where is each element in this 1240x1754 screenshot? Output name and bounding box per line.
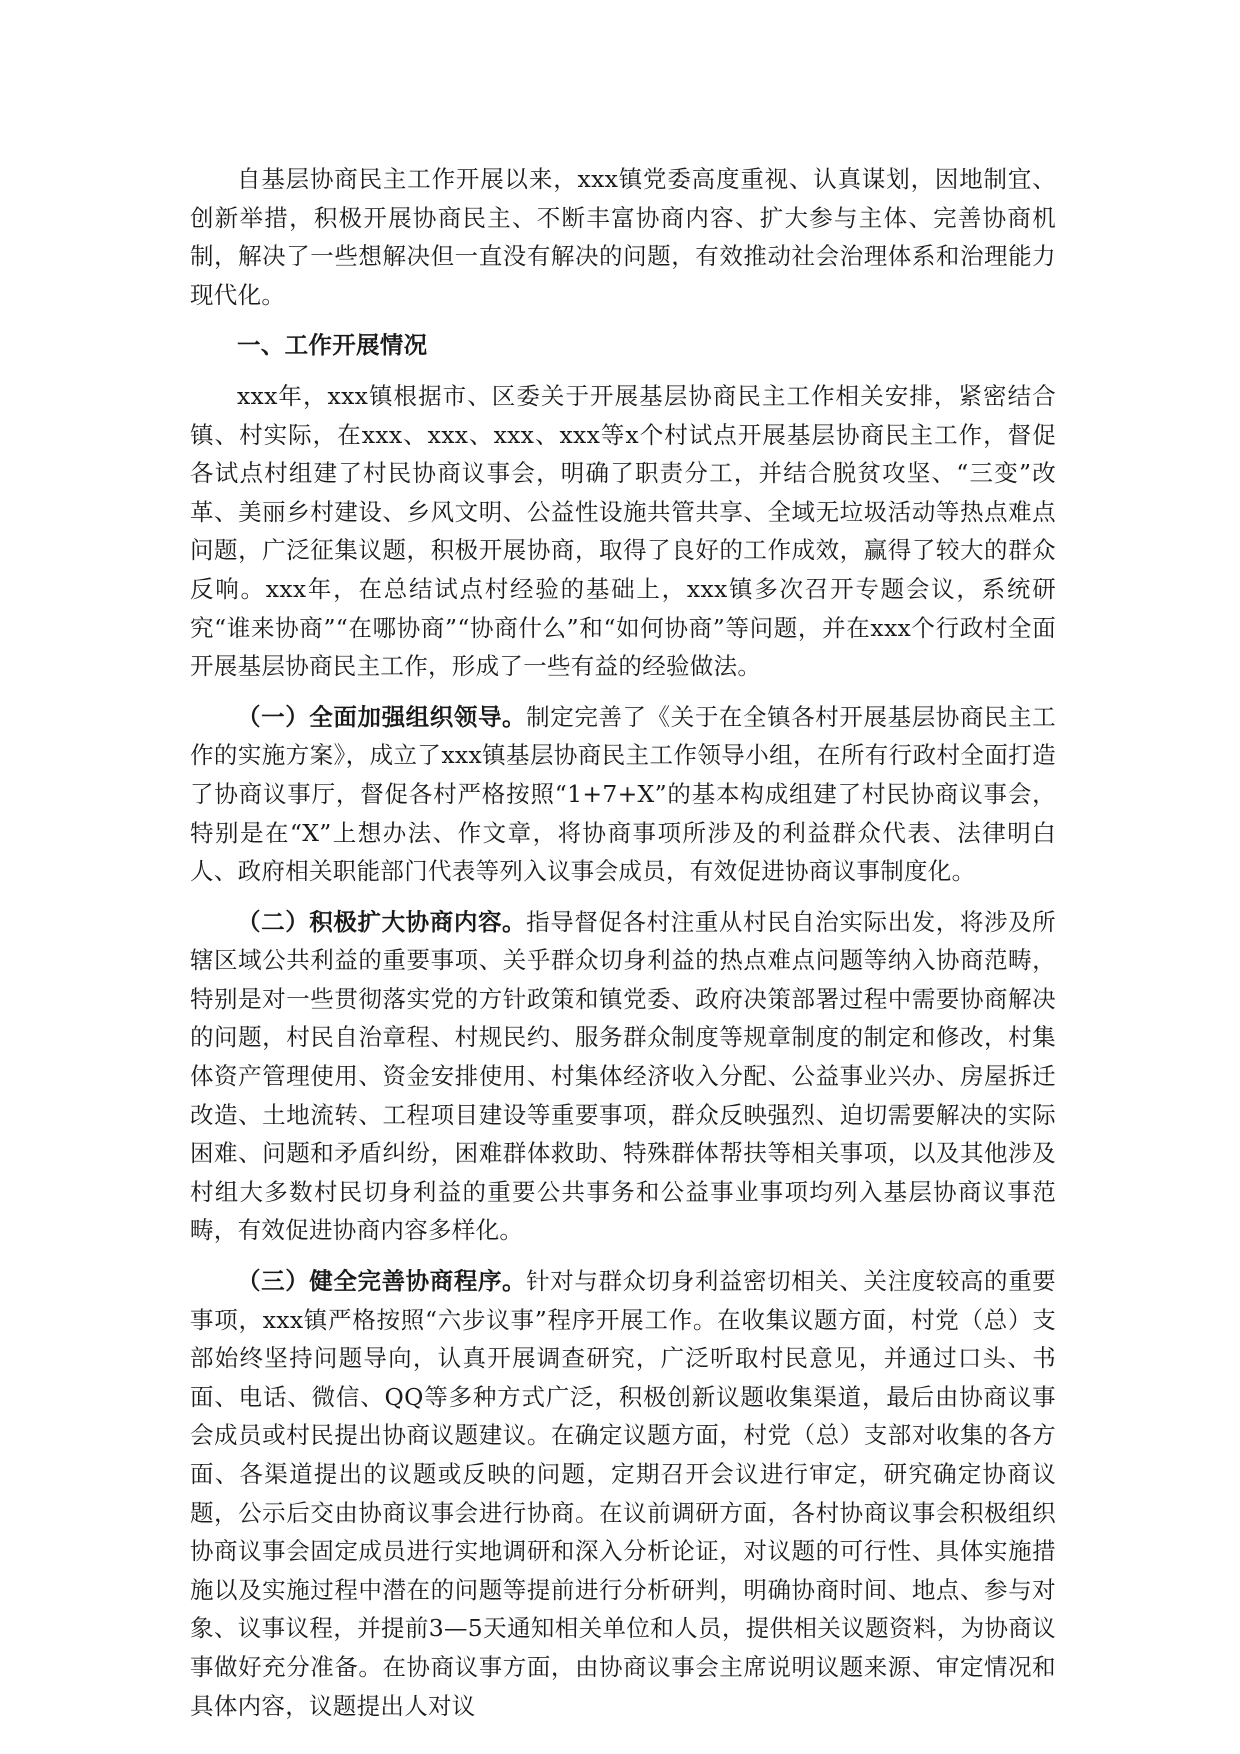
intro-paragraph: 自基层协商民主工作开展以来，xxx镇党委高度重视、认真谋划，因地制宜、创新举措，积极开展协商民主、不断丰富协商内容、扩大参与主体、完善协商机制，解决了一些想解决但一直没有解决的问题，有效推动社会治理体系和治理能力现代化。 bbox=[190, 165, 1056, 309]
item1-body: 制定完善了《关于在全镇各村开展基层协商民主工作的实施方案》，成立了xxx镇基层协商民主工作领导小组，在所有行政村全面打造了协商议事厅，督促各村严格按照“1+7+X”的基本构成组建了村民协商议事会，特别是在“X”上想办法、作文章，将协商事项所涉及的利益群众代表、法律明白人、政府相关职能部门代表等列入议事会成员，有效促进协商议事制度化。 bbox=[190, 702, 1056, 886]
item3-lead: （三）健全完善协商程序。 bbox=[237, 1267, 527, 1296]
item1-paragraph bbox=[190, 698, 1056, 891]
item3-body: 针对与群众切身利益密切相关、关注度较高的重要事项，xxx镇严格按照“六步议事”程序开展工作。在收集议题方面，村党（总）支部始终坚持问题导向，认真开展调查研究，广泛听取村民意见，并通过口头、书面、电话、微信、QQ等多种方式广泛，积极创新议题收集渠道，最后由协商议事会成员或村民提出协商议题建议。在确定议题方面，村党（总）支部对收集的各方面、各渠道提出的议题或反映的问题，定期召开会议进行审定，研究确定协商议题，公示后交由协商议事会进行协商。在议前调研方面，各村协商议事会积极组织协商议事会固定成员进行实地调研和深入分析论证，对议题的可行性、具体实施措施以及实施过程中潜在的问题等提前进行分析研判，明确协商时间、地点、参与对象、议事议程，并提前3—5天通知相关单位和人员，提供相关议题资料，为协商议事做好充分准备。在协商议事方面，由协商议事会主席说明议题来源、审定情况和具体内容，议题提出人对议 bbox=[190, 1267, 1056, 1720]
item3-paragraph bbox=[190, 1262, 1056, 1725]
document-page bbox=[190, 160, 1056, 1737]
section-heading-work-status: 一、工作开展情况 bbox=[237, 331, 428, 360]
item2-lead: （二）积极扩大协商内容。 bbox=[237, 907, 527, 936]
item2-body: 指导督促各村注重从村民自治实际出发，将涉及所辖区域公共利益的重要事项、关乎群众切身利益的热点难点问题等纳入协商范畴，特别是对一些贯彻落实党的方针政策和镇党委、政府决策部署过程中需要协商解决的问题，村民自治章程、村规民约、服务群众制度等规章制度的制定和修改，村集体资产管理使用、资金安排使用、村集体经济收入分配、公益事业兴办、房屋拆迁改造、土地流转、工程项目建设等重要事项，群众反映强烈、迫切需要解决的实际困难、问题和矛盾纠纷，困难群体救助、特殊群体帮扶等相关事项，以及其他涉及村组大多数村民切身利益的重要公共事务和公益事业事项均列入基层协商议事范畴，有效促进协商内容多样化。 bbox=[190, 907, 1056, 1245]
section1-paragraph: xxx年，xxx镇根据市、区委关于开展基层协商民主工作相关安排，紧密结合镇、村实际，在xxx、xxx、xxx、xxx等x个村试点开展基层协商民主工作，督促各试点村组建了村民协商议事会，明确了职责分工，并结合脱贫攻坚、“三变”改革、美丽乡村建设、乡风文明、公益性设施共管共享、全域无垃圾活动等热点难点问题，广泛征集议题，积极开展协商，取得了良好的工作成效，赢得了较大的群众反响。xxx年，在总结试点村经验的基础上，xxx镇多次召开专题会议，系统研究“谁来协商”“在哪协商”“协商什么”和“如何协商”等问题，并在xxx个行政村全面开展基层协商民主工作，形成了一些有益的经验做法。 bbox=[190, 381, 1056, 681]
item2-paragraph bbox=[190, 903, 1056, 1250]
item1-lead: （一）全面加强组织领导。 bbox=[237, 702, 527, 731]
